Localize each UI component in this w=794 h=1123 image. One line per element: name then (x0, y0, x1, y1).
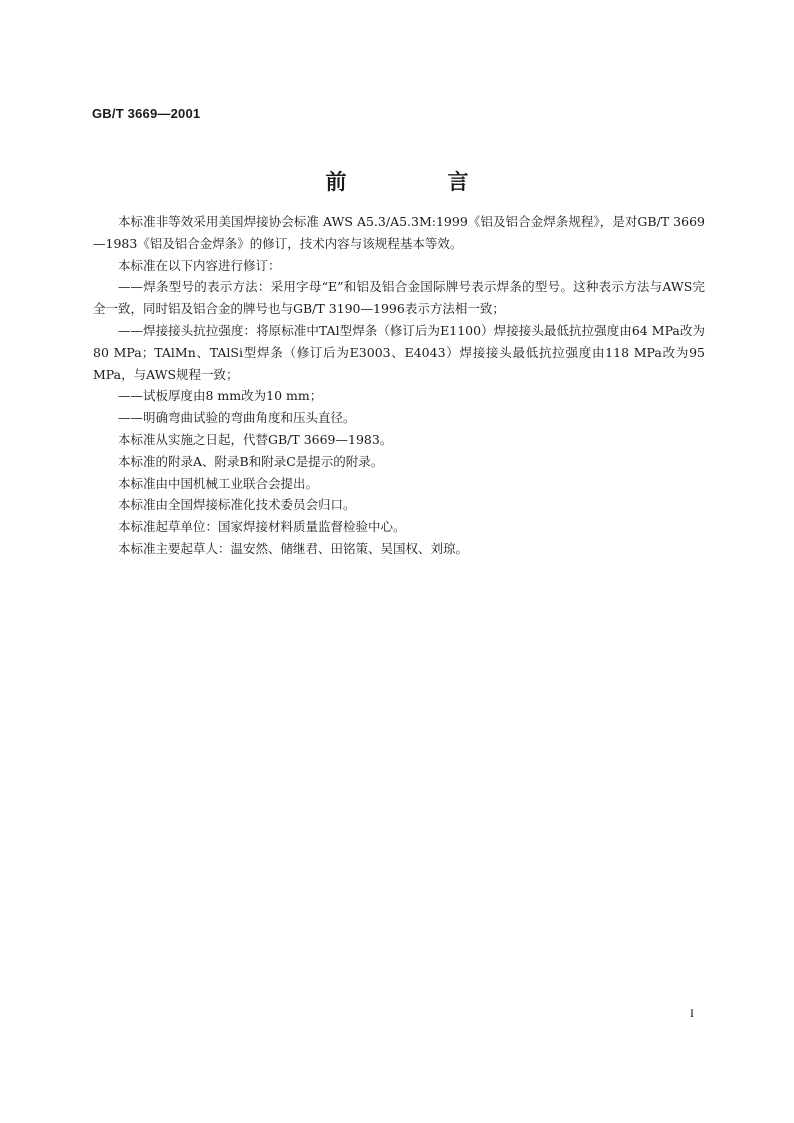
paragraph: ——焊条型号的表示方法：采用字母“E”和铝及铝合金国际牌号表示焊条的型号。这种表示方法与AWS完全一致，同时铝及铝合金的牌号也与GB/T 3190—1996表示方法相一致； (93, 279, 705, 317)
paragraph: ——焊接接头抗拉强度：将原标准中TAl型焊条（修订后为E1100）焊接接头最低抗拉强度由64 MPa改为80 MPa；TAlMn、TAlSi型焊条（修订后为E3003、E4043）焊接接头最低抗拉强度由118 MPa改为95 MPa，与AWS规程一致； (93, 322, 705, 382)
standard-code: GB/T 3669—2001 (92, 106, 201, 121)
preface-body (93, 211, 705, 560)
paragraph: 本标准从实施之日起，代替GB/T 3669—1983。 (118, 431, 393, 447)
paragraph: ——试板厚度由8 mm改为10 mm； (118, 388, 323, 404)
paragraph: 本标准主要起草人：温安然、储继君、田铭策、吴国权、刘琼。 (118, 540, 469, 556)
paragraph: 本标准非等效采用美国焊接协会标准 AWS A5.3/A5.3M:1999《铝及铝合金焊条规程》，是对GB/T 3669—1983《铝及铝合金焊条》的修订，技术内容与该规程基本等效。 (93, 214, 705, 251)
paragraph: ——明确弯曲试验的弯曲角度和压头直径。 (118, 410, 356, 426)
paragraph: 本标准由全国焊接标准化技术委员会归口。 (118, 497, 356, 513)
paragraph: 本标准的附录A、附录B和附录C是提示的附录。 (118, 453, 384, 469)
paragraph: 本标准起草单位：国家焊接材料质量监督检验中心。 (118, 519, 406, 535)
page-number: I (690, 1006, 694, 1020)
paragraph: 本标准在以下内容进行修订： (118, 257, 281, 273)
page-title: 前 言 (325, 170, 509, 194)
paragraph: 本标准由中国机械工业联合会提出。 (118, 475, 319, 491)
